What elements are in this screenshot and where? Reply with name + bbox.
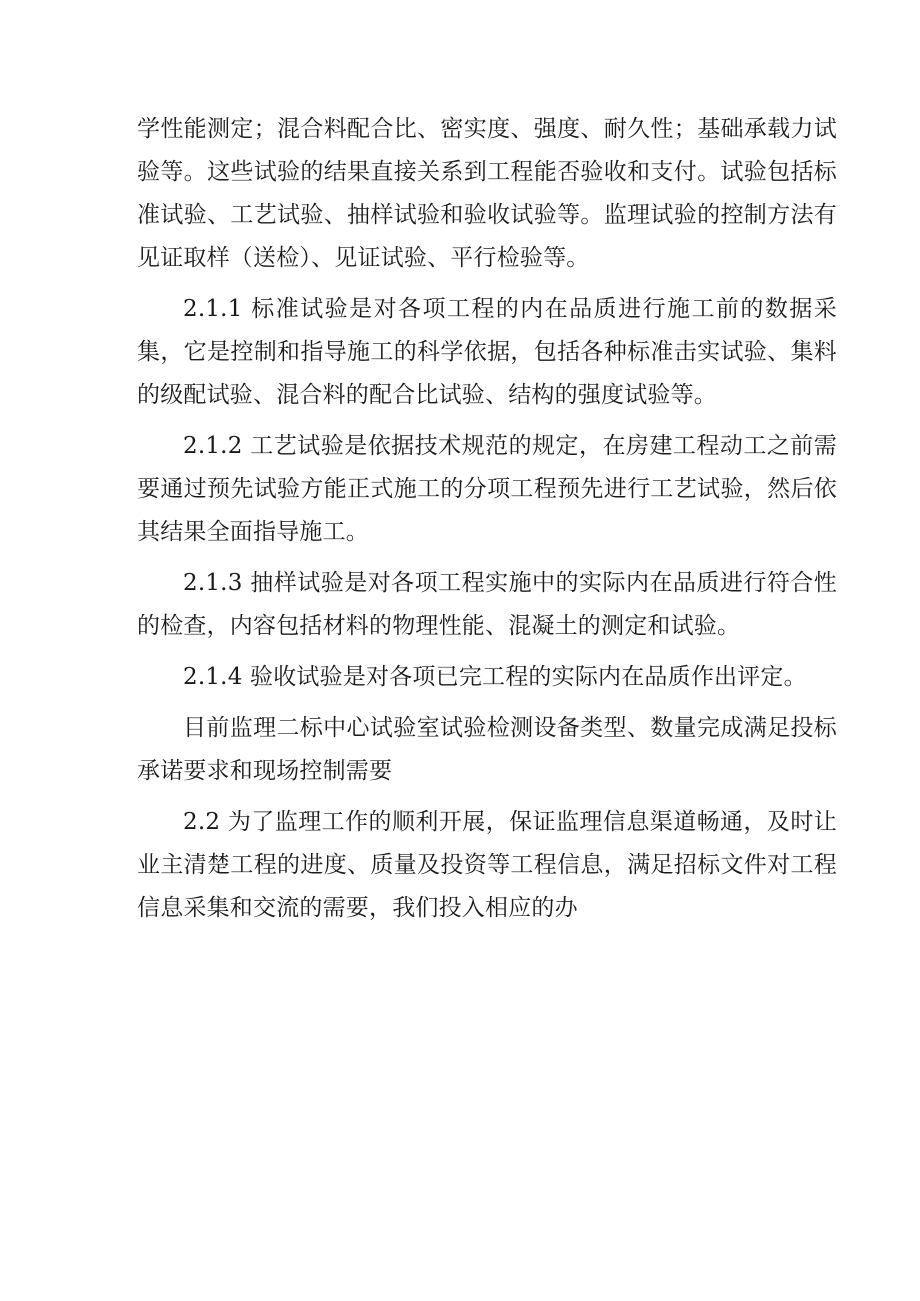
paragraph-continuation: 学性能测定；混合料配合比、密实度、强度、耐久性；基础承载力试验等。这些试验的结果直接关系到工程能否验收和支付。试验包括标准试验、工艺试验、抽样试验和验收试验等。监理试验的控制方法有见证取样（送检）、见证试验、平行检验等。 bbox=[137, 116, 837, 271]
document-page bbox=[137, 108, 837, 930]
paragraph-2-1-2-process-test: 2.1.2 工艺试验是依据技术规范的规定，在房建工程动工之前需要通过预先试验方能正式施工的分项工程预先进行工艺试验，然后依其结果全面指导施工。 bbox=[137, 433, 837, 545]
paragraph-2-1-4-acceptance-test: 2.1.4 验收试验是对各项已完工程的实际内在品质作出评定。 bbox=[183, 664, 807, 690]
paragraph-lab-equipment: 目前监理二标中心试验室试验检测设备类型、数量完成满足投标承诺要求和现场控制需要 bbox=[137, 715, 837, 784]
paragraph-2-1-3-sampling-test: 2.1.3 抽样试验是对各项工程实施中的实际内在品质进行符合性的检查，内容包括材料的物理性能、混凝土的测定和试验。 bbox=[137, 570, 837, 639]
paragraph-2-1-1-standard-test: 2.1.1 标准试验是对各项工程的内在品质进行施工前的数据采集，它是控制和指导施工的科学依据，包括各种标准击实试验、集料的级配试验、混合料的配合比试验、结构的强度试验等。 bbox=[137, 296, 837, 408]
paragraph-2-2-information: 2.2 为了监理工作的顺利开展，保证监理信息渠道畅通，及时让业主清楚工程的进度、质量及投资等工程信息，满足招标文件对工程信息采集和交流的需要，我们投入相应的办 bbox=[137, 809, 837, 921]
